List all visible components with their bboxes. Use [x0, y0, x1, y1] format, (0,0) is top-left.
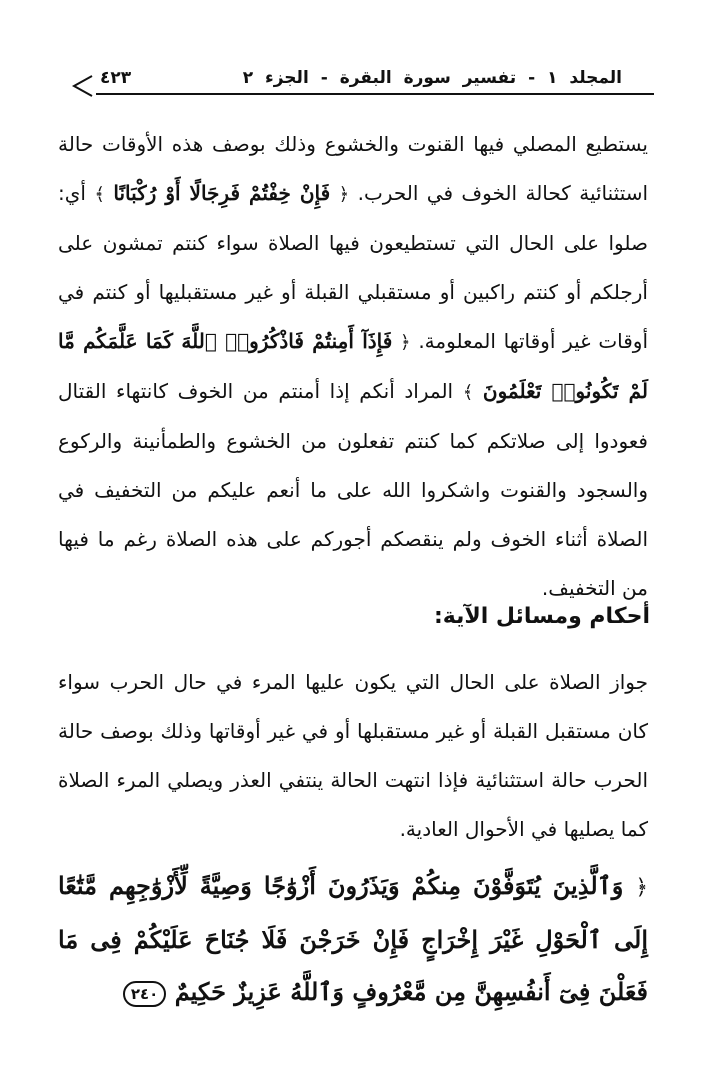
- quran-quote: فَإِنْ خِفْتُمْ فَرِجَالًا أَوْ رُكْبَانًا: [113, 181, 331, 205]
- commentary-text: يستطيع المصلي فيها القنوت والخشوع وذلك بوصف هذه الأوقات حالة استثنائية كحالة الخوف في الحرب.: [58, 132, 649, 205]
- quran-open-bracket: ﴿: [338, 184, 350, 205]
- page-number: ٤٢٣: [100, 68, 132, 88]
- verse-open-bracket: ﴿: [635, 875, 648, 900]
- part-label: الجزء ٢: [242, 68, 309, 88]
- running-title: [243, 68, 622, 88]
- commentary-paragraph: [58, 120, 648, 613]
- verse-block: [58, 860, 648, 1018]
- quran-quote: فَإِذَآ أَمِنتُمْ فَاذْكُرُوا۟ ٱللَّهَ كَمَا عَلَّمَكُم مَّا لَمْ تَكُونُوا۟ تَعْلَمُونَ: [58, 329, 649, 403]
- verse-text: وَٱلَّذِينَ يُتَوَفَّوْنَ مِنكُمْ وَيَذَرُونَ أَزْوَٰجًا وَصِيَّةً لِّأَزْوَٰجِهِم مَّتَٰعًا إِلَى ٱلْحَوْلِ غَيْرَ إِخْرَاجٍ فَإِنْ خَرَجْنَ فَلَا جُنَاحَ عَلَيْكُمْ فِى مَا فَعَلْنَ فِىٓ أَنفُسِهِنَّ مِن مَّعْرُوفٍ وَٱللَّهُ عَزِيزٌ حَكِيمٌ: [58, 871, 648, 1006]
- rulings-paragraph: جواز الصلاة على الحال التي يكون عليها المرء في حال الحرب سواء كان مستقبل القبلة أو غير مستقبلها أو في غير أوقاتها وذلك بوصف حالة الحرب حالة استثنائية فإذا انتهت الحالة ينتفي العذر ويصلي المرء الصلاة كما يصليها في الأحوال العادية.: [58, 670, 648, 841]
- book-title: تفسير سورة البقرة: [339, 68, 517, 88]
- header-rule: [96, 93, 654, 95]
- title-separator: -: [528, 68, 536, 88]
- quran-close-bracket: ﴾: [462, 382, 474, 403]
- commentary-text: أي: صلوا على الحال التي تستطيعون فيها الصلاة سواء كنتم تمشون على أرجلكم أو كنتم راكبين أو مستقبلي القبلة أو غير مستقبليها أو كنتم في أوقات غير أوقاتها المعلومة.: [58, 181, 649, 353]
- title-separator: -: [320, 68, 328, 88]
- page-header: [70, 66, 662, 102]
- commentary-text: المراد أنكم إذا أمنتم من الخوف كانتهاء القتال فعودوا إلى صلاتكم كما كنتم تفعلون من الخشوع والطمأنينة والركوع والسجود والقنوت واشكروا الله على ما أنعم عليكم من التخفيف في الصلاة أثناء الخوف ولم ينقصكم أجوركم على هذه الصلاة رغم ما فيها من التخفيف.: [58, 379, 648, 600]
- section-heading: أحكام ومسائل الآية:: [433, 604, 650, 629]
- quran-close-bracket: ﴾: [94, 184, 105, 205]
- header-bracket-ornament: [70, 74, 94, 98]
- volume-label: المجلد ١: [547, 68, 622, 88]
- quran-open-bracket: ﴿: [400, 332, 411, 353]
- verse-number-badge: ٢٤٠: [123, 981, 166, 1007]
